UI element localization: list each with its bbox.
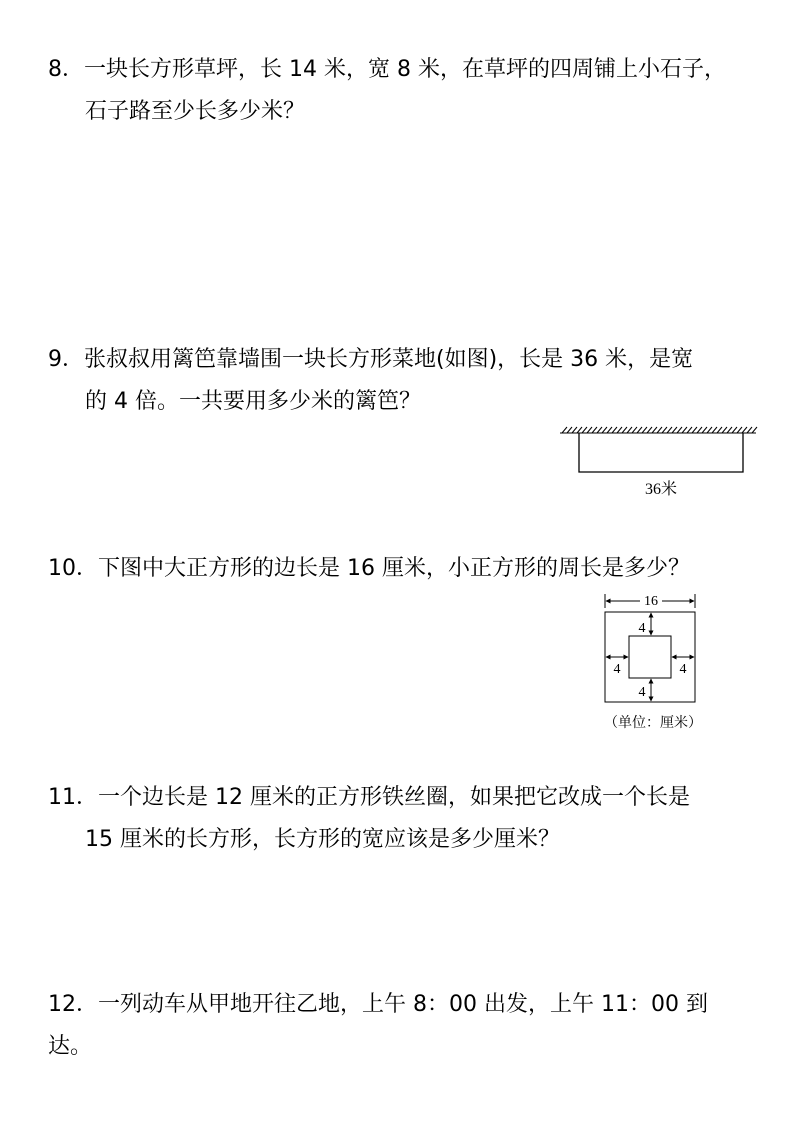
wall-hatch-mark	[632, 427, 637, 433]
question-8-line-1: 8．一块长方形草坪，长 14 米，宽 8 米，在草坪的四周铺上小石子，	[48, 57, 726, 82]
wall-hatch-mark	[742, 427, 747, 433]
fence-rectangle	[579, 433, 743, 472]
wall-hatch-mark	[622, 427, 627, 433]
wall-hatch-mark	[637, 427, 642, 433]
wall-hatch-mark	[752, 427, 757, 433]
wall-hatch-mark	[587, 427, 592, 433]
question-11	[48, 777, 768, 861]
question-8-line-2: 石子路至少长多少米？	[85, 99, 306, 124]
wall-hatch-mark	[642, 427, 647, 433]
wall-hatch-mark	[682, 427, 687, 433]
wall-hatch-mark	[692, 427, 697, 433]
square-figure	[598, 590, 710, 735]
question-9	[48, 339, 768, 423]
question-8	[48, 49, 768, 133]
wall-hatch-mark	[662, 427, 667, 433]
wall-hatch-mark	[562, 427, 567, 433]
wall-hatch-mark	[612, 427, 617, 433]
question-12-line-2: 达。	[48, 1034, 93, 1059]
question-10-line-1: 10．下图中大正方形的边长是 16 厘米，小正方形的周长是多少？	[48, 556, 690, 581]
wall-hatch-mark	[707, 427, 712, 433]
wall-hatch-mark	[717, 427, 722, 433]
question-9-line-1: 9．张叔叔用篱笆靠墙围一块长方形菜地(如图)，长是 36 米，是宽	[48, 347, 694, 372]
left-margin-label: 4	[613, 662, 621, 677]
wall-hatch-mark	[697, 427, 702, 433]
top-dimension-label: 16	[644, 594, 658, 609]
fence-figure	[556, 424, 762, 504]
top-margin-label: 4	[638, 621, 646, 636]
wall-hatch-mark	[732, 427, 737, 433]
wall-hatch-mark	[577, 427, 582, 433]
wall-hatch-mark	[647, 427, 652, 433]
wall-hatch-mark	[652, 427, 657, 433]
small-square	[629, 636, 671, 678]
wall-hatch-mark	[667, 427, 672, 433]
bottom-margin-label: 4	[638, 685, 646, 700]
wall-hatch-mark	[657, 427, 662, 433]
wall-hatch-mark	[572, 427, 577, 433]
wall-hatch-mark	[702, 427, 707, 433]
wall-hatch-mark	[687, 427, 692, 433]
question-12	[48, 984, 768, 1068]
wall-hatch-mark	[727, 427, 732, 433]
wall-hatch-mark	[747, 427, 752, 433]
question-9-line-2: 的 4 倍。一共要用多少米的篱笆？	[85, 389, 421, 414]
wall-hatch-mark	[627, 427, 632, 433]
wall-hatch-mark	[737, 427, 742, 433]
wall-hatch-mark	[602, 427, 607, 433]
wall-hatch-mark	[597, 427, 602, 433]
wall-hatching	[560, 427, 757, 433]
wall-hatch-mark	[677, 427, 682, 433]
right-margin-label: 4	[679, 662, 687, 677]
question-12-line-1: 12．一列动车从甲地开往乙地，上午 8：00 出发，上午 11：00 到	[48, 992, 708, 1017]
wall-hatch-mark	[567, 427, 572, 433]
fence-length-label: 36米	[644, 481, 678, 498]
question-11-line-1: 11．一个边长是 12 厘米的正方形铁丝圈，如果把它改成一个长是	[48, 785, 690, 810]
wall-hatch-mark	[607, 427, 612, 433]
wall-hatch-mark	[617, 427, 622, 433]
wall-hatch-mark	[712, 427, 717, 433]
wall-hatch-mark	[592, 427, 597, 433]
wall-hatch-mark	[722, 427, 727, 433]
question-10	[48, 548, 768, 590]
wall-hatch-mark	[582, 427, 587, 433]
question-11-line-2: 15 厘米的长方形，长方形的宽应该是多少厘米？	[85, 827, 560, 852]
wall-hatch-mark	[672, 427, 677, 433]
unit-caption: （单位：厘米）	[604, 716, 702, 731]
